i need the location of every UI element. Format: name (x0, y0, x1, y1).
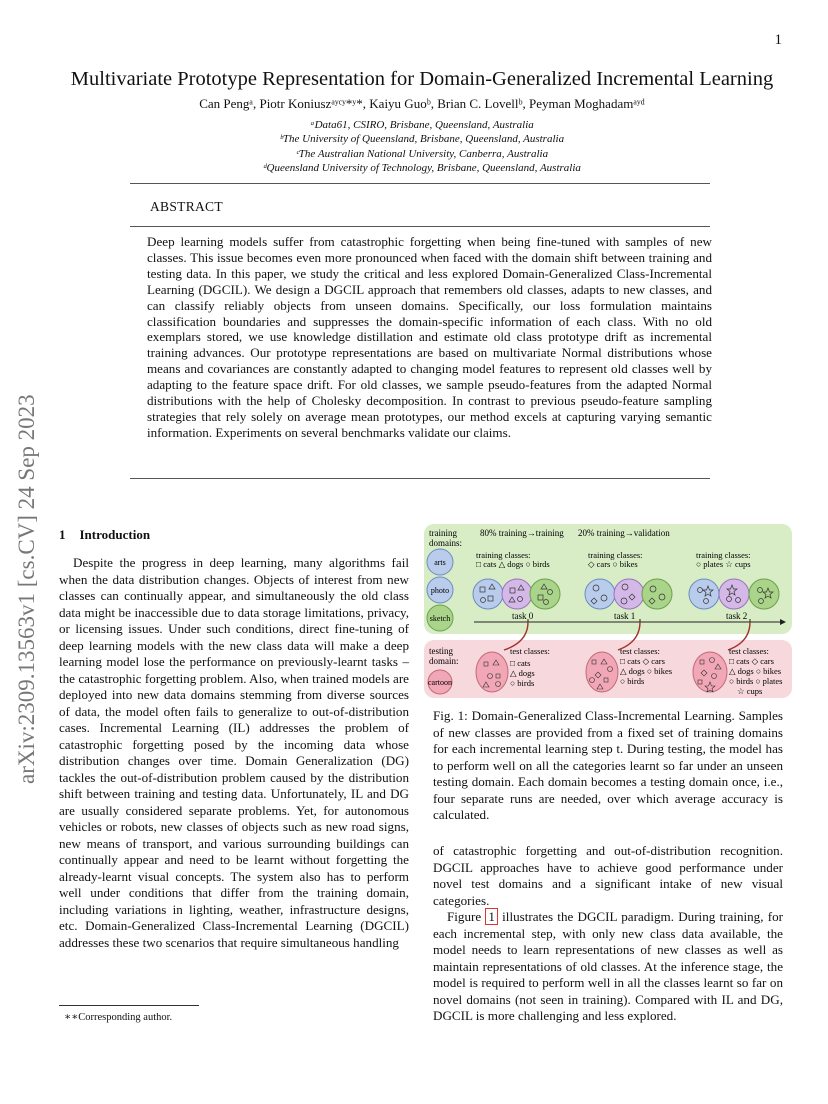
split-label-2: 20% training→validation (578, 528, 670, 538)
affiliation-line: ᵇThe University of Queensland, Brisbane, Queensland, Australia (279, 133, 565, 146)
test-cluster-2 (693, 652, 727, 692)
section-heading (59, 527, 164, 543)
train-classes-0: □ cats △ dogs ○ birds (476, 559, 550, 569)
intro-right-column (433, 843, 783, 1025)
svg-text:△ dogs ○ bikes: △ dogs ○ bikes (729, 666, 782, 676)
affiliations (60, 118, 784, 176)
author-list: Can Pengᵃ, Piotr Koniuszᵃʸᶜʸ*ʸ*, Kaiyu Guoᵇ, Brian C. Lovellᵇ, Peyman Moghadamᵃʸᵈ (199, 96, 645, 111)
test-classes-label-2: test classes: (729, 646, 769, 656)
abstract-heading: ABSTRACT (150, 199, 223, 214)
intro-right-paragraph-2: Figure 1 illustrates the DGCIL paradigm. During training, for each incremental step, with only new class data available, the model needs to learn representations of new classes as well as maintain representations of old classes. At the inference stage, the model is required to perform well in all the classes learnt so far on novel domains (not seen in training). Compared with IL and DG, DGCIL is more challenging and less explored. (433, 909, 783, 1023)
svg-text:△ dogs ○ bikes: △ dogs ○ bikes (620, 666, 673, 676)
svg-text:□ cats: □ cats (510, 658, 531, 668)
domain-sketch-label: sketch (429, 614, 451, 623)
train-classes-label-1: training classes: (588, 550, 643, 560)
domain-cartoon-label: cartoon (428, 678, 452, 687)
figure-reference-link[interactable]: 1 (485, 908, 498, 925)
test-cluster-1 (586, 652, 618, 692)
svg-text:☆ cups: ☆ cups (737, 686, 763, 696)
test-classes-label-1: test classes: (620, 646, 660, 656)
svg-text:domains: (429, 538, 462, 548)
train-classes-2: ○ plates ☆ cups (696, 559, 751, 569)
testing-domain-label-2: domain: (429, 656, 459, 666)
rule-abstract-bottom (130, 478, 710, 479)
svg-text:domain: (429, 656, 459, 666)
paper-title: Multivariate Prototype Representation for Domain-Generalized Incremental Learning (70, 68, 774, 90)
test-classes-label-0: test classes: (510, 646, 550, 656)
figure-1 (424, 524, 792, 700)
task-1-label: task 1 (614, 611, 636, 621)
train-classes-label-2: training classes: (696, 550, 751, 560)
rule-top (130, 183, 710, 184)
split-label-1: 80% training→training (480, 528, 564, 538)
section-number: 1 (59, 527, 66, 542)
footnote-rule (59, 1005, 199, 1006)
svg-text:□ cats ◇ cars: □ cats ◇ cars (729, 656, 774, 666)
task0-clusters (473, 579, 560, 609)
arxiv-stamp-text: arXiv:2309.13563v1 [cs.CV] 24 Sep 2023 (14, 394, 39, 784)
svg-text:○ birds ○ plates: ○ birds ○ plates (729, 676, 783, 686)
svg-text:□ cats ◇ cars: □ cats ◇ cars (620, 656, 665, 666)
test-cluster-0 (476, 652, 508, 692)
svg-text:○ birds: ○ birds (620, 676, 645, 686)
svg-text:△ dogs: △ dogs (510, 668, 535, 678)
task2-clusters (689, 579, 779, 609)
affiliation-line: ᵈQueensland University of Technology, Brisbane, Queensland, Australia (263, 162, 581, 175)
svg-text:○ birds: ○ birds (510, 678, 535, 688)
training-domains-label: training (429, 528, 457, 538)
affiliation-line: ᶜThe Australian National University, Canberra, Australia (295, 147, 549, 160)
task1-clusters (585, 579, 672, 609)
intro-right-paragraph-1: of catastrophic forgetting and out-of-distribution recognition. DGCIL approaches have to achieve good performance under novel test domains and a significant intake of new visual categories. (433, 843, 783, 908)
testing-domain-label: testing (429, 646, 453, 656)
figure-caption: Fig. 1: Domain-Generalized Class-Incremental Learning. Samples of new classes are provided from a fixed set of training domains for each incremental learning step t. During testing, the model has to perform well on all the categories learnt so far under an unseen testing domain. Each domain becomes a testing domain once, i.e., four separate runs are needed, over which average accuracy is calculated. (433, 708, 783, 822)
domain-photo-label: photo (430, 586, 450, 595)
section-title: Introduction (79, 527, 151, 542)
domain-arts-label: arts (434, 558, 446, 567)
task-2-label: task 2 (726, 611, 748, 621)
affiliation-line: ᵃData61, CSIRO, Brisbane, Queensland, Australia (310, 119, 534, 131)
task-0-label: task 0 (512, 611, 534, 621)
intro-left-column (59, 555, 409, 951)
intro-paragraph: Despite the progress in deep learning, many algorithms fail when the data distribution changes. Objects of interest from new classes can continually appear, and simultaneously the old class data might be inaccessible due to data storage limitations, privacy, or licensing issues. Under such conditions, direct fine-tuning of deep learning models with the new class data will make a deep learning model lose the performance on previously-learnt tasks – the catastrophic forgetting problem. Also, when trained models are deployed into new data domains stemming from diverse sources of data, the model often fails to generalize to out-of-distribution cases. Incremental Learning (IL) addresses the problem of catastrophic forgetting posed by the incoming data whose distribution changes over time. Domain Generalization (DG) tackles the out-of-distribution problem caused by the distribution shift between training and testing data. Unfortunately, IL and DG are usually considered separate problems. Yet, for autonomous vehicles or robots, new classes of objects such as new road signs, new means of transport, and various surrounding buildings can continually appear and need to be learnt without forgetting the already-learnt visual concepts. The system also has to perform well under conditions that differ from the training domain, including variations in lighting, weather, infrastructure designs, etc. Domain-Generalized Class-Incremental Learning (DGCIL) addresses these two scenarios that require simultaneous handling (59, 555, 409, 950)
train-classes-label-0: training classes: (476, 550, 531, 560)
footnote: ∗∗Corresponding author. (64, 1012, 173, 1023)
training-domains-label-2: domains: (429, 538, 462, 548)
page-number: 1 (774, 32, 782, 48)
rule-abstract-head (130, 226, 710, 227)
arxiv-stamp (4, 296, 44, 786)
train-classes-1: ◇ cars ○ bikes (588, 559, 638, 569)
abstract-text: Deep learning models suffer from catastrophic forgetting when being fine-tuned with samples of new classes. This issue becomes even more pronounced when faced with the domain shift between training and testing data. In this paper, we study the critical and less explored Domain-Generalized Class-Incremental Learning (DGCIL). We design a DGCIL approach that remembers old classes, adapts to new classes, and can classify reliably objects from unseen domains. Specifically, our loss formulation maintains classification boundaries and suppresses the domain-specific information of each class. With no old exemplars stored, we use knowledge distillation and estimate old class prototype drift as incremental training advances. Our prototype representations are based on multivariate Normal distributions whose means and covariances are constantly adapted to changing model features to represent old classes well by adapting to the feature space drift. For old classes, we sample pseudo-features from the adapted Normal distributions with the help of Cholesky decomposition. In contrast to previous pseudo-feature sampling strategies that rely solely on average mean prototypes, our method excels at capturing varying semantic information. Experiments on several benchmarks validate our claims. (147, 234, 712, 440)
